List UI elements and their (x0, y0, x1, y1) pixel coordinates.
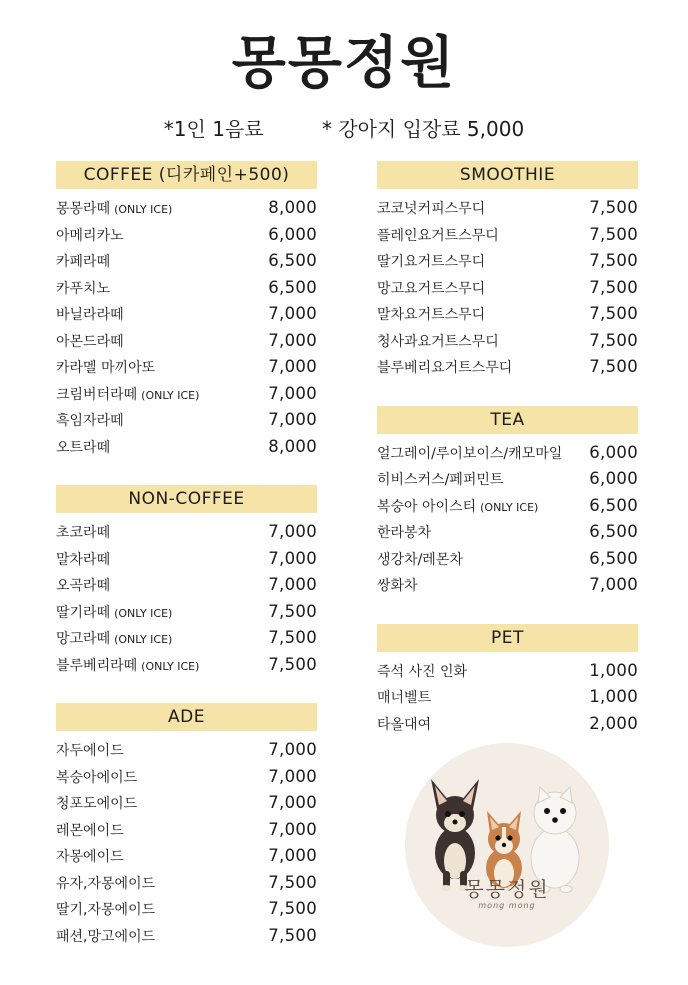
menu-item (56, 737, 317, 764)
item-note: (ONLY ICE) (141, 659, 200, 673)
item-name-wrap (377, 249, 485, 276)
menu-item (377, 440, 638, 467)
menu-item (56, 652, 317, 679)
item-name: 매너벨트 (377, 690, 432, 706)
item-name-wrap (377, 520, 431, 547)
item-price: 7,500 (268, 628, 317, 647)
item-name-wrap (56, 355, 155, 382)
item-name-wrap (56, 329, 124, 356)
item-price: 7,000 (268, 410, 317, 429)
item-name: 망고라떼 (56, 631, 111, 647)
section-header: PET (377, 624, 638, 652)
item-name-wrap (56, 223, 124, 250)
item-name: 딸기요거트스무디 (377, 254, 486, 270)
section-header: ADE (56, 703, 317, 731)
item-price: 1,000 (589, 660, 638, 680)
item-price: 2,000 (589, 713, 638, 733)
item-name: 크림버터라떼 (56, 386, 138, 403)
item-name-wrap (56, 791, 137, 818)
menu-item (56, 381, 317, 408)
dog-fee-note: * 강아지 입장료 5,000 (321, 117, 525, 141)
item-name: 딸기라떼 (56, 604, 111, 621)
item-price: 7,500 (268, 872, 317, 892)
item-name: 바닐라라떼 (56, 307, 124, 323)
item-price: 1,000 (589, 687, 638, 706)
item-name-wrap (56, 302, 124, 329)
item-name: 초코라떼 (56, 525, 111, 541)
item-note: (ONLY ICE) (480, 500, 539, 514)
dogs-illustration (405, 743, 609, 947)
item-price: 6,500 (589, 548, 638, 568)
item-name: 한라봉차 (377, 525, 432, 541)
menu-item (56, 843, 317, 870)
menu-item (56, 817, 317, 844)
menu-item (377, 354, 638, 381)
menu-item (56, 222, 317, 249)
item-price: 7,000 (268, 793, 317, 812)
item-name-wrap (377, 685, 431, 712)
item-name-wrap (56, 520, 110, 547)
item-name: 복숭아에이드 (56, 769, 138, 786)
section-header: TEA (377, 406, 638, 434)
item-name: 쌍화차 (377, 578, 418, 594)
right-column (377, 161, 638, 762)
item-name: 말차요거트스무디 (377, 307, 486, 323)
menu-item (377, 222, 638, 249)
menu-item (377, 546, 638, 573)
item-name-wrap (56, 653, 199, 681)
item-price: 7,000 (268, 383, 317, 403)
item-name-wrap (377, 712, 431, 739)
item-price: 7,500 (268, 925, 317, 945)
item-price: 7,000 (589, 575, 638, 594)
logo-subtext: mong mong (478, 901, 536, 910)
item-note: (ONLY ICE) (114, 203, 173, 216)
section-header: COFFEE (디카페인+500) (56, 161, 317, 189)
item-name-wrap (377, 494, 538, 522)
item-price: 7,000 (268, 548, 317, 568)
item-price: 7,500 (589, 304, 638, 323)
item-name: 레몬에이드 (56, 822, 124, 839)
menu-item (56, 572, 317, 599)
section-tea (377, 406, 638, 599)
item-price: 7,000 (268, 357, 317, 376)
menu-item (377, 195, 638, 222)
item-price: 7,000 (268, 330, 317, 350)
item-name-wrap (56, 435, 110, 462)
menu-item (377, 493, 638, 520)
menu-item (56, 275, 317, 302)
item-name: 카푸치노 (56, 280, 111, 297)
item-name: 아메리카노 (56, 227, 124, 244)
item-name-wrap (56, 897, 155, 924)
menu-item (56, 301, 317, 328)
menu-item (56, 764, 317, 791)
item-name-wrap (377, 355, 512, 382)
item-name: 생강차/레몬차 (377, 551, 463, 568)
item-name: 몽몽라떼 (56, 201, 111, 217)
item-price: 7,500 (589, 251, 638, 270)
item-name: 카페라떼 (56, 254, 111, 270)
item-name-wrap (377, 223, 499, 250)
item-price: 7,500 (268, 654, 317, 674)
item-price: 7,000 (268, 575, 317, 594)
item-name: 청사과요거트스무디 (377, 333, 499, 350)
item-note: (ONLY ICE) (141, 388, 200, 402)
per-person-note: *1인 1음료 (163, 117, 264, 141)
item-name-wrap (377, 547, 463, 574)
item-name: 아몬드라떼 (56, 333, 124, 350)
item-price: 6,000 (589, 469, 638, 488)
menu-item (56, 599, 317, 626)
left-column (56, 161, 317, 974)
item-price: 7,500 (589, 198, 638, 217)
menu-item (377, 658, 638, 685)
menu-title: 몽몽정원 (231, 31, 457, 96)
item-price: 6,000 (268, 224, 317, 244)
item-name: 망고요거트스무디 (377, 280, 486, 297)
item-name: 블루베리요거트스무디 (377, 360, 513, 376)
item-name-wrap (377, 659, 467, 686)
item-price: 7,000 (268, 304, 317, 323)
section-ade (56, 703, 317, 949)
item-name: 얼그레이/루이보이스/캐모마일 (377, 445, 563, 462)
menu-item (377, 328, 638, 355)
item-price: 8,000 (268, 436, 317, 456)
item-name-wrap (56, 547, 110, 574)
menu-item (56, 870, 317, 897)
item-price: 7,000 (268, 766, 317, 786)
menu-item (56, 434, 317, 461)
menu-item (56, 923, 317, 950)
section-coffee (56, 161, 317, 460)
item-name-wrap (56, 738, 124, 765)
item-name: 패션,망고에이드 (56, 928, 156, 945)
menu-item (56, 354, 317, 381)
item-price: 7,500 (589, 357, 638, 376)
item-name: 즉석 사진 인화 (377, 663, 468, 680)
item-name: 카라멜 마끼아또 (56, 360, 156, 376)
item-name: 플레인요거트스무디 (377, 227, 499, 244)
menu-item (377, 301, 638, 328)
cafe-logo (405, 743, 609, 947)
menu-item (56, 407, 317, 434)
item-name: 히비스커스/페퍼민트 (377, 472, 504, 488)
item-name-wrap (377, 302, 485, 329)
item-price: 7,000 (268, 819, 317, 839)
item-name-wrap (377, 573, 418, 600)
item-name: 코코넛커피스무디 (377, 201, 486, 217)
menu-item (377, 248, 638, 275)
item-name-wrap (56, 573, 110, 600)
section-header: SMOOTHIE (377, 161, 638, 189)
item-name: 복숭아 아이스티 (377, 498, 477, 515)
item-name: 오트라떼 (56, 439, 111, 456)
menu-item (377, 466, 638, 493)
logo-text: 몽몽정원 (464, 877, 550, 901)
item-name: 유자,자몽에이드 (56, 875, 156, 892)
menu-item (377, 572, 638, 599)
item-name-wrap (56, 408, 124, 435)
item-name-wrap (56, 818, 124, 845)
menu-notes (0, 115, 688, 143)
menu-item (56, 195, 317, 222)
item-price: 8,000 (268, 198, 317, 217)
item-name-wrap (56, 924, 155, 951)
item-name-wrap (56, 276, 110, 303)
item-price: 7,500 (268, 601, 317, 621)
item-name: 딸기,자몽에이드 (56, 902, 156, 918)
item-name-wrap (56, 871, 155, 898)
menu-item (56, 328, 317, 355)
item-name-wrap (56, 765, 137, 792)
menu-item (56, 896, 317, 923)
item-name-wrap (56, 382, 199, 410)
item-price: 7,500 (589, 277, 638, 297)
item-price: 7,500 (589, 224, 638, 244)
item-name: 자몽에이드 (56, 849, 124, 865)
item-price: 6,500 (589, 495, 638, 515)
menu-item (377, 684, 638, 711)
menu-item (56, 546, 317, 573)
item-name-wrap (377, 329, 499, 356)
menu-item (377, 275, 638, 302)
item-price: 6,000 (589, 442, 638, 462)
item-price: 7,000 (268, 522, 317, 541)
menu-item (56, 248, 317, 275)
menu-item (377, 519, 638, 546)
item-name-wrap (377, 467, 503, 494)
item-name-wrap (377, 196, 485, 223)
item-price: 6,500 (589, 522, 638, 541)
item-name: 청포도에이드 (56, 796, 138, 812)
item-name: 자두에이드 (56, 743, 124, 759)
section-smoothie (377, 161, 638, 381)
item-price: 7,500 (589, 330, 638, 350)
item-name-wrap (56, 196, 172, 224)
item-price: 6,500 (268, 251, 317, 270)
item-price: 7,000 (268, 740, 317, 759)
menu-item (56, 625, 317, 652)
item-price: 7,500 (268, 899, 317, 918)
item-note: (ONLY ICE) (114, 633, 173, 646)
item-name-wrap (56, 844, 124, 871)
menu-item (56, 790, 317, 817)
item-name-wrap (377, 276, 485, 303)
menu-item (56, 519, 317, 546)
section-header: NON-COFFEE (56, 485, 317, 513)
item-name-wrap (56, 600, 172, 628)
item-price: 6,500 (268, 277, 317, 297)
item-name: 흑임자라떼 (56, 413, 124, 429)
item-note: (ONLY ICE) (114, 606, 173, 620)
item-name-wrap (56, 249, 110, 276)
menu-item (377, 711, 638, 738)
item-name: 블루베리라떼 (56, 657, 138, 674)
item-name-wrap (56, 626, 172, 654)
section-pet (377, 624, 638, 738)
item-name: 오곡라떼 (56, 578, 111, 594)
item-price: 7,000 (268, 846, 317, 865)
item-name: 타올대여 (377, 716, 432, 733)
item-name: 말차라떼 (56, 551, 111, 568)
item-name-wrap (377, 441, 562, 468)
section-noncoffee (56, 485, 317, 678)
